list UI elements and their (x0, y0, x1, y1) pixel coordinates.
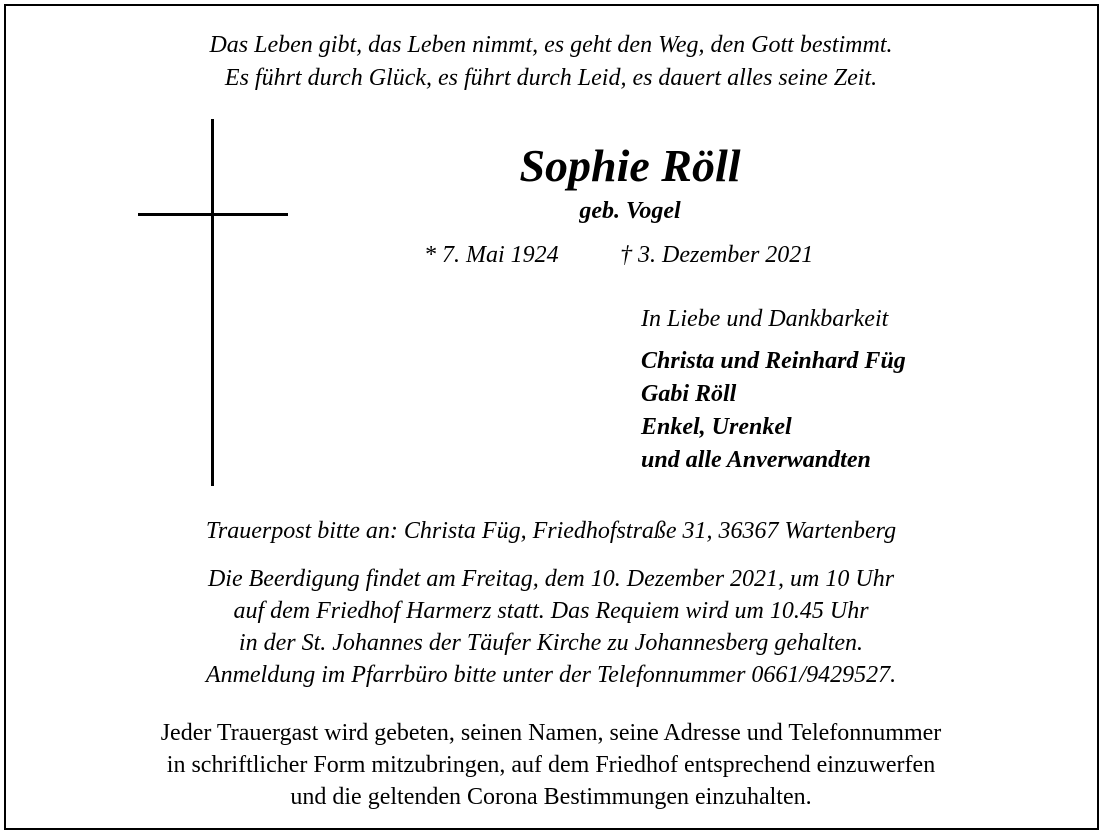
notice-line: und die geltenden Corona Bestimmungen einzuhalten. (290, 784, 812, 810)
funeral-details (0, 563, 1102, 691)
notice-line: Jeder Trauergast wird gebeten, seinen Namen, seine Adresse und Telefonnummer (160, 720, 942, 746)
quote-line-2: Es führt durch Glück, es führt durch Leid, es dauert alles seine Zeit. (224, 65, 878, 91)
cross-horizontal-bar (138, 213, 288, 216)
condolence-address: Trauerpost bitte an: Christa Füg, Friedhofstraße 31, 36367 Wartenberg (205, 518, 897, 544)
mourner-line: und alle Anverwandten (641, 447, 871, 473)
corona-notice (0, 717, 1102, 813)
mourner-line: Enkel, Urenkel (641, 414, 792, 440)
funeral-line: Anmeldung im Pfarrbüro bitte unter der Telefonnummer 0661/9429527. (205, 662, 897, 688)
mourner-line: Gabi Röll (641, 381, 737, 407)
funeral-line: Die Beerdigung findet am Freitag, dem 10. Dezember 2021, um 10 Uhr (207, 566, 895, 592)
birth-date: * 7. Mai 1924 (424, 242, 559, 268)
funeral-line: auf dem Friedhof Harmerz statt. Das Requiem wird um 10.45 Uhr (233, 598, 869, 624)
quote-line-1: Das Leben gibt, das Leben nimmt, es geht den Weg, den Gott bestimmt. (209, 32, 893, 58)
mourners-list (641, 345, 906, 477)
mourner-line: Christa und Reinhard Füg (641, 348, 906, 374)
funeral-line: in der St. Johannes der Täufer Kirche zu Johannesberg gehalten. (238, 630, 864, 656)
deceased-birth-name: geb. Vogel (579, 198, 681, 224)
obituary-frame (4, 4, 1099, 830)
death-date: † 3. Dezember 2021 (620, 242, 814, 268)
gratitude-line: In Liebe und Dankbarkeit (641, 306, 889, 332)
cross-vertical-bar (211, 119, 214, 486)
opening-quote (0, 29, 1102, 95)
deceased-name: Sophie Röll (519, 140, 741, 191)
notice-line: in schriftlicher Form mitzubringen, auf dem Friedhof entsprechend einzuwerfen (166, 752, 936, 778)
